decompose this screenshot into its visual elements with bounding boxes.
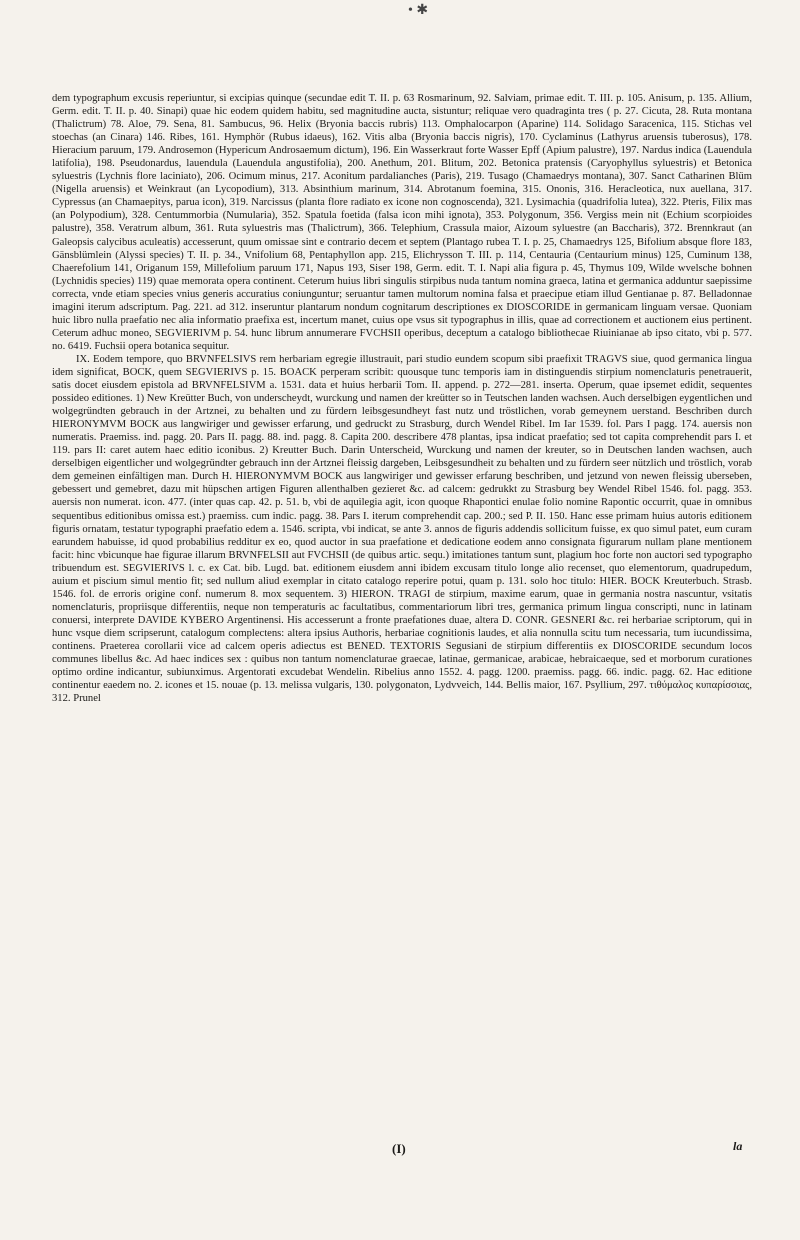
signature-mark: (I) xyxy=(392,1141,406,1156)
body-text xyxy=(52,92,752,705)
header-mark: • ✱ xyxy=(408,3,429,18)
catchword: la xyxy=(733,1139,743,1153)
paragraph-1: dem typographum excusis reperiuntur, si excipias quinque (secundae edit T. II. p. 63 Rosmarinum, 92. Salviam, primae edit. T. III. p. 105. Anisum, p. 135. Allium, Germ. edit. T. II. p. 40. Sinapi) quae hic eodem quidem habitu, sed magnitudine aucta, sistuntur; reliquae vero quadraginta tres ( p. 27. Cicuta, 28. Ruta montana (Thalictrum) 78. Aloe, 79. Sena, 81. Sambucus, 96. Helix (Bryonia baccis rubris) 113. Omphalocarpon (Aparine) 114. Solidago Saracenica, 115. Stichas vel stoechas (an Cinara) 146. Ribes, 161. Hymphör (Rubus idaeus), 162. Vitis alba (Bryonia baccis nigris), 170. Cyclaminus (Lathyrus aruensis tuberosus), 178. Hieracium paruum, 179. Androsemon (Hypericum Androsaemum dictum), 196. Ein Wasserkraut forte Wasser Epff (Apium palustre), 197. Nardus indica (Lauendula latifolia), 198. Pseudonardus, lauendula (Lauendula angustifolia), 200. Anethum, 201. Blitum, 202. Betonica pratensis (Caryophyllus syluestris) et Betonica syluestris (Lychnis flore laciniato), 206. Ocimum minus, 217. Aconitum pardalianches (Paris), 219. Tusago (Chamaedrys montana), 307. Sanct Catharinen Blüm (Nigella aruensis) et Weinkraut (an Lycopodium), 313. Absinthium marinum, 314. Abrotanum foemina, 315. Ononis, 316. Heracleotica, nux auellana, 317. Cypressus (an Chamaepitys, parua icon), 319. Narcissus (planta flore radiato ex icone non cognoscenda), 321. Lysimachia (quadrifolia lutea), 322. Pteris, Filix mas (an Polypodium), 328. Centummorbia (Numularia), 352. Spatula foetida (falsa icon mihi ignota), 353. Polygonum, 356. Vergiss mein nit (Echium scorpioides palustre), 358. Veratrum album, 361. Ruta syluestris mas (Thalictrum), 366. Telephium, Crassula maior, Aizoum syluestre (an Baccharis), 372. Brennkraut (an Galeopsis calycibus aculeatis) accesserunt, quum omissae sint e contrario decem et septem (Plantago rubea T. I. p. 25, Chamaedrys 125, Bifolium absque flore 183, Gänsblümlein (Alyssi species) T. II. p. 34., Vnifolium 68, Pentaphyllon app. 215, Elichrysson T. III. p. 114, Centauria (Centaurium minus) 125, Cuminum 138, Chaerefolium 141, Origanum 159, Millefolium paruum 171, Napus 193, Siser 198, Germ. edit. T. I. Napi alia figura p. 45, Thymus 109, Wilde wvelsche bohnen (Lychnidis species) 119) quae memorata opera continent. Ceterum huius libri singulis stirpibus nuda tantum nomina graeca, latina et germanica adduntur saepissime correcta, vnde etiam species vnius generis accuratius coniunguntur; seruantur tamen multorum nomina falsa et praecipue etiam illud Gentianae p. 87. Belladonnae imagini iterum adscriptum. Pag. 221. ad 312. inseruntur plantarum nondum cognitarum descriptiones ex DIOSCORIDE in germanicam linguam versae. Quoniam huic libro nulla praefatio nec alia informatio praefixa est, incertum manet, cuius ope vsus sit typographus in illis, quae ad correctionem et auctionem eius pertinent. Ceterum adhuc moneo, SEGVIERIVM p. 54. hunc librum annumerare FVCHSII operibus, deceptum a catalogo bibliothecae Riuinianae ab ipso citato, vbi p. 577. no. 6419. Fuchsii opera botanica sequitur. xyxy=(52,93,752,352)
paragraph-2: IX. Eodem tempore, quo BRVNFELSIVS rem herbariam egregie illustrauit, pari studio eundem scopum sibi praefixit TRAGVS siue, quod germanica lingua idem significat, BOCK, quem SEGVIERIVS p. 15. BOACK perperam scribit: quousque tunc temporis iam in distinguendis stirpium nomenclaturis penetrauerit, satis docet eiusdem epistola ad BRVNFELSIVM a. 1531. data et huius herbarii Tom. II. append. p. 272—281. inserta. Operum, quae ipsemet edidit, sequentes possideo editiones. 1) New Kreütter Buch, von underscheydt, wurckung und namen der kreütter so in Teutschen landen wachsen. Auch derselbigen eygentlichen und wolgegründten gebrauch in der Artznei, zu behalten und zu fürdern leibsgesundheyt fast nutz und tröstlichen, vorab gemeynem uerstand. Beschriben durch HIERONYMVM BOCK aus langwiriger und gewisser erfarung, und gedruckt zu Strasburg, durch Wendel Ribel. Im Iar 1539. fol. Pars I pagg. 174. auersis non numeratis. Praemiss. ind. pagg. 20. Pars II. pagg. 88. ind. pagg. 8. Capita 200. describere 478 plantas, ipsa indicat praefatio; sed tot capita comprehendit pars I. et 119. pars II: caret autem haec editio iconibus. 2) Kreutter Buch. Darin Unterscheid, Wurckung und namen der kreuter, so in Deutschen landen wachsen, auch derselbigen eigentlicher und wolgegründter gebrauch inn der Artznei fleissig dargeben, Leibsgesundheit zu behalten und zu fürdern seer nützlich und tröstlich, vorab dem gemeinen einfältigen man. Durch H. HIERONYMVM BOCK aus langwiriger und gewisser erfarung beschriben, und jetzund von newen fleissig uberseben, gebessert und gemebret, dazu mit hüpschen artigen Figuren allenthalben gezieret &c. ad calcem: gedrukkt zu Strasburg bey Wendel Ribel 1546. fol. pagg. 353. auersis non numerat. icon. 477. (inter quas cap. 42. p. 51. b, vbi de aquilegia agit, icon quoque Rhapontici enulae folio nomine Rapontic occurrit, quae in omnibus sequentibus editionibus omissa est.) praemiss. cum indic. pagg. 38. Pars I. iterum comprehendit cap. 200.; sed P. II. 150. Hanc esse primam huius autoris editionem figuris ornatam, testatur typographi praefatio edem a. 1546. scripta, vbi indicat, se ante 3. annos de figuris addendis sollicitum fuisse, ex quo simul patet, eum curam earundem habuisse, id quod probabilius redditur ex eo, quod auctor in sua praefatione et dedicatione eodem anno consignata figurarum nullam plane mentionem facit: hinc vbicunque hae figurae illarum BRVNFELSII aut FVCHSII (de quibus artic. sequ.) imitationes tantum sunt, plagium hoc forte non auctori sed typographo tribuendum est. SEGVIERIVS l. c. ex Cat. bib. Lugd. bat. editionem eiusdem anni ibidem excusam titulo longe alio recenset, quo elementorum, quadrupedum, auium et piscium simul mentio fit; sed nullum aliud exemplar in citato catalogo reperire potui, quam p. 131. solo hoc titulo: HIER. BOCK Kreuterbuch. Strasb. 1546. fol. de erroris origine conf. numerum 8. mox sequentem. 3) HIERON. TRAGI de stirpium, maxime earum, quae in germania nostra nascuntur, vsitatis nomenclaturis, propriisque differentiis, neque non temperaturis ac facultatibus, commentariorum libri tres, germanica primum lingua conscripti, nunc in latinam conuersi, interprete DAVIDE KYBERO Argentinensi. His accesserunt a fronte praefationes duae, altera D. CONR. GESNERI &c. rei herbariae scriptorum, qui in hunc vsque diem scripserunt, catalogum complectens: altera ipsius Authoris, herbariae cognitionis laudes, et alia nonnulla scitu tum necessaria, tum iucundissima, continens. Praeterea corollarii vice ad calcem operis adiectus est BENED. TEXTORIS Segusiani de stirpium differentiis ex DIOSCORIDE secundum locos communes libellus &c. Ad haec indices sex : quibus non tantum nomenclaturae graecae, latinae, germanicae, arabicae, hebraicaeque, sed et morborum curationes optimo ordine indicantur, subiunximus. Argentorati excudebat Wendelin. Ribelius anno 1552. 4. pagg. 1200. praemiss. pagg. 66. indic. pagg. 62. Hac editione continentur eaedem no. 2. icones et 15. nouae (p. 13. melissa vulgaris, 130. polygonaton, Lydvveich, 144. Bellis maior, 167. Psyllium, 297. τιθύμαλος κυπαρίσσιας, 312. Prunel xyxy=(52,353,752,705)
